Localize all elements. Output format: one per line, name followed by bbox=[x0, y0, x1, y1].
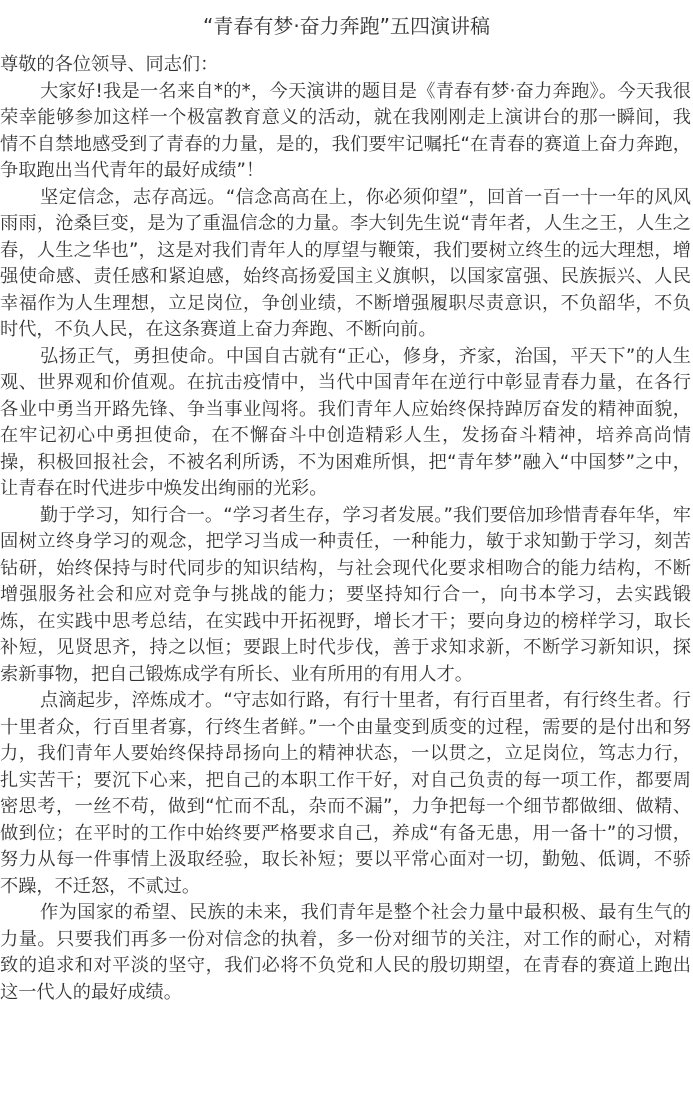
paragraph-conclusion: 作为国家的希望、民族的未来，我们青年是整个社会力量中最积极、最有生气的力量。只要我们再多一份对信念的执着，多一份对细节的关注，对工作的耐心，对精致的追求和对平淡的坚守，我们必将不负党和人民的殷切期望，在青春的赛道上跑出这一代人的最好成绩。 bbox=[0, 902, 691, 1003]
paragraph-belief: 坚定信念，志存高远。“信念高高在上，你必须仰望”，回首一百一十一年的风风雨雨，沧桑巨变，是为了重温信念的力量。李大钊先生说“青年者，人生之王，人生之春，人生之华也”，这是对我们青年人的厚望与鞭策，我们要树立终生的远大理想，增强使命感、责任感和紧迫感，始终高扬爱国主义旗帜，以国家富强、民族振兴、人民幸福作为人生理想，立足岗位，争创业绩，不断增强履职尽责意识，不负韶华，不负时代，不负人民，在这条赛道上奋力奔跑、不断向前。 bbox=[0, 186, 691, 340]
paragraph-growth: 点滴起步，淬炼成才。“守志如行路，有行十里者，有行百里者，有行终生者。行十里者众，行百里者寡，行终生者鲜。”一个由量变到质变的过程，需要的是付出和努力，我们青年人要始终保持昂扬向上的精神状态，一以贯之，立足岗位，笃志力行，扎实苦干；要沉下心来，把自己的本职工作干好，对自己负责的每一项工作，都要周密思考，一丝不苟，做到“忙而不乱，杂而不漏”，力争把每一个细节都做细、做精、做到位；在平时的工作中始终要严格要求自己，养成“有备无患，用一备十”的习惯，努力从每一件事情上汲取经验，取长补短；要以平常心面对一切，勤勉、低调，不骄不躁，不迁怒，不贰过。 bbox=[0, 690, 691, 897]
paragraph-learning: 勤于学习，知行合一。“学习者生存，学习者发展。”我们要倍加珍惜青春年华，牢固树立终身学习的观念，把学习当成一种责任，一种能力，敏于求知勤于学习，刻苦钻研，始终保持与时代同步的知识结构，与社会现代化要求相吻合的能力结构，不断增强服务社会和应对竞争与挑战的能力；要坚持知行合一，向书本学习，去实践锻炼，在实践中思考总结，在实践中开拓视野，增长才干；要向身边的榜样学习，取长补短，见贤思齐，持之以恒；要跟上时代步伐，善于求知求新，不断学习新知识，探索新事物，把自己锻炼成学有所长、业有所用的有用人才。 bbox=[0, 504, 691, 685]
document-body bbox=[0, 52, 691, 1006]
paragraph-mission: 弘扬正气，勇担使命。中国自古就有“正心，修身，齐家，治国，平天下”的人生观、世界观和价值观。在抗击疫情中，当代中国青年在逆行中彰显青春力量，在各行各业中勇当开路先锋、争当事业闯将。我们青年人应始终保持踔厉奋发的精神面貌，在牢记初心中勇担使命，在不懈奋斗中创造精彩人生，发扬奋斗精神，培养高尚情操，积极回报社会，不被名利所诱，不为困难所惧，把“青年梦”融入“中国梦”之中，让青春在时代进步中焕发出绚丽的光彩。 bbox=[0, 345, 691, 499]
salutation: 尊敬的各位领导、同志们： bbox=[0, 54, 219, 75]
paragraph-intro: 大家好!我是一名来自*的*，今天演讲的题目是《青春有梦·奋力奔跑》。今天我很荣幸能够参加这样一个极富教育意义的活动，就在我刚刚走上演讲台的那一瞬间，我情不自禁地感受到了青春的力量，是的，我们要牢记嘱托“在青春的赛道上奋力奔跑，争取跑出当代青年的最好成绩”！ bbox=[0, 80, 691, 181]
document-title: “青春有梦·奋力奔跑”五四演讲稿 bbox=[202, 14, 491, 38]
